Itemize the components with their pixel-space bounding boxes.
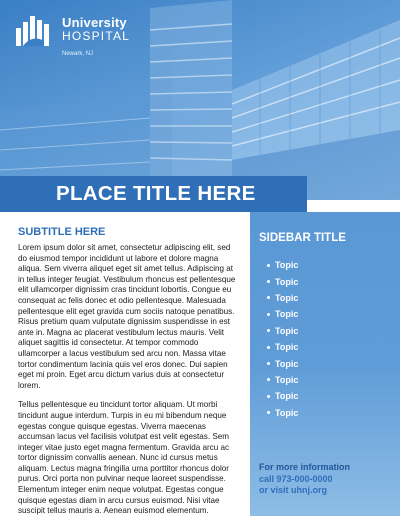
hospital-logo	[16, 16, 130, 59]
list-item	[267, 355, 400, 371]
bullet-icon	[267, 346, 270, 349]
bullet-icon	[267, 329, 270, 332]
subtitle: SUBTITLE HERE	[18, 226, 106, 238]
list-item	[267, 273, 400, 289]
bullet-icon	[267, 411, 270, 414]
topic-label: Topic	[275, 374, 299, 385]
body-paragraph-1: Lorem ipsum dolor sit amet, consectetur adipiscing elit, sed do eiusmod tempor incididunt ut labore et dolore magna aliqua. Sem viverra aliquet eget sit amet tellus. Adipiscing at in tellus integer feugiat. Vestibulum rhoncus est pellentesque elit ullamcorper dignissim cras tincidunt lobortis. Congue eu consequat ac felis donec et odio pellentesque. Malesuada pellentesque elit eget gravida cum sociis natoque penatibus. Risus pretium quam vulputate dignissim suspendisse in est ante in. Magna ac placerat vestibulum lectus mauris. Velit aliquet sagittis id consectetur. At tempor commodo ullamcorper a lacus vestibulum sed arcu non. Massa vitae tortor condimentum lacinia quis vel eros donec. Dui sapien eget mi proin. Eget arcu dictum varius duis at consectetur lorem.	[18, 243, 236, 390]
bullet-icon	[267, 296, 270, 299]
hospital-logo-icon	[16, 16, 56, 46]
list-item	[267, 372, 400, 388]
contact-phone: call 973-000-0000	[259, 473, 333, 484]
list-item	[267, 306, 400, 322]
list-item	[267, 388, 400, 404]
list-item	[267, 339, 400, 355]
sidebar	[250, 212, 400, 516]
contact-info	[259, 462, 350, 497]
list-item	[267, 290, 400, 306]
logo-location: Newark, NJ	[62, 51, 94, 57]
body-paragraph-2: Tellus pellentesque eu tincidunt tortor aliquam. Ut morbi tincidunt augue interdum. Turpis in eu mi bibendum neque egestas congue quisque egestas. Viverra maecenas accumsan lacus vel facilisis volutpat est velit egestas. Sem integer vitae justo eget magna fermentum. Gravida arcu ac tortor dignissim convallis aenean. Nunc id cursus metus aliquam. Lectus magna fringilla urna porttitor rhoncus dolor purus. Orci porta non pulvinar neque laoreet suspendisse. Elementum integer enim neque volutpat. Egestas congue quisque egestas diam in arcu cursus euismod. Nisi vitae suscipit tellus mauris a. Aenean euismod elementum.	[18, 400, 229, 516]
contact-line-1: For more information	[259, 462, 351, 472]
bullet-icon	[267, 395, 270, 398]
topic-label: Topic	[275, 309, 299, 320]
sidebar-title: SIDEBAR TITLE	[259, 232, 346, 244]
topic-label: Topic	[275, 342, 299, 353]
bullet-icon	[267, 378, 270, 381]
list-item	[267, 257, 400, 273]
logo-university-text: University	[62, 15, 127, 30]
topic-label: Topic	[275, 391, 299, 402]
list-item	[267, 323, 400, 339]
list-item	[267, 405, 400, 421]
bullet-icon	[267, 313, 270, 316]
logo-hospital-text: HOSPITAL	[62, 29, 131, 43]
hero-banner	[0, 0, 400, 200]
topic-label: Topic	[275, 260, 299, 271]
topic-label: Topic	[275, 292, 299, 303]
topic-label: Topic	[275, 407, 299, 418]
topic-list	[259, 257, 400, 421]
page-title: PLACE TITLE HERE	[0, 176, 307, 212]
bullet-icon	[267, 264, 270, 267]
bullet-icon	[267, 280, 270, 283]
body-text	[18, 243, 240, 516]
topic-label: Topic	[275, 358, 299, 369]
topic-label: Topic	[275, 276, 299, 287]
topic-label: Topic	[275, 325, 299, 336]
bullet-icon	[267, 362, 270, 365]
contact-website: or visit uhnj.org	[259, 485, 328, 495]
main-content	[0, 212, 250, 516]
